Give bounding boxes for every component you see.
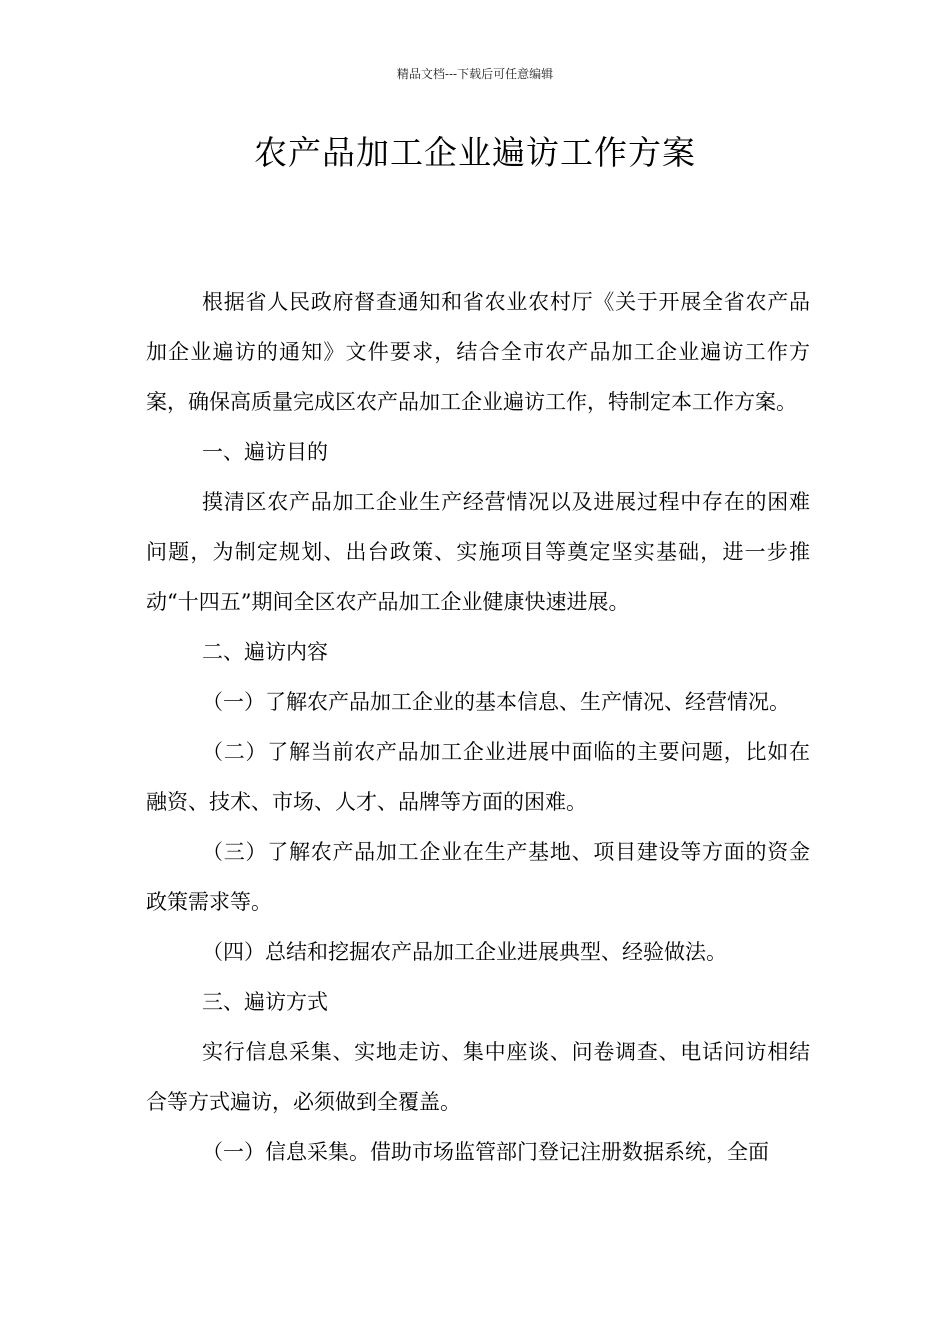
purpose-paragraph: 摸清区农产品加工企业生产经营情况以及进展过程中存在的困难问题，为制定规划、出台政策、实施项目等奠定坚实基础，进一步推动“十四五”期间全区农产品加工企业健康快速进展。 (146, 490, 810, 614)
section-heading-content: 二、遍访内容 (202, 640, 328, 664)
content-item-1: （一）了解农产品加工企业的基本信息、生产情况、经营情况。 (202, 690, 790, 714)
header-note: 精品文档---下载后可任意编辑 (396, 67, 554, 81)
intro-paragraph: 根据省人民政府督查通知和省农业农村厅《关于开展全省农产品加企业遍访的通知》文件要求，结合全市农产品加工企业遍访工作方案，确保高质量完成区农产品加工企业遍访工作，特制定本工作方案。 (146, 290, 810, 414)
content-item-4: （四）总结和挖掘农产品加工企业进展典型、经验做法。 (202, 940, 727, 964)
section-heading-purpose: 一、遍访目的 (202, 440, 328, 464)
document-body (146, 277, 810, 1177)
method-paragraph: 实行信息采集、实地走访、集中座谈、问卷调查、电话问访相结合等方式遍访，必须做到全覆盖。 (146, 1040, 810, 1114)
method-item-1: （一）信息采集。借助市场监管部门登记注册数据系统，全面 (202, 1140, 769, 1164)
section-heading-method: 三、遍访方式 (202, 990, 328, 1014)
document-title: 农产品加工企业遍访工作方案 (254, 133, 696, 172)
content-item-3: （三）了解农产品加工企业在生产基地、项目建设等方面的资金政策需求等。 (146, 840, 810, 914)
content-item-2: （二）了解当前农产品加工企业进展中面临的主要问题，比如在融资、技术、市场、人才、品牌等方面的困难。 (146, 740, 810, 814)
